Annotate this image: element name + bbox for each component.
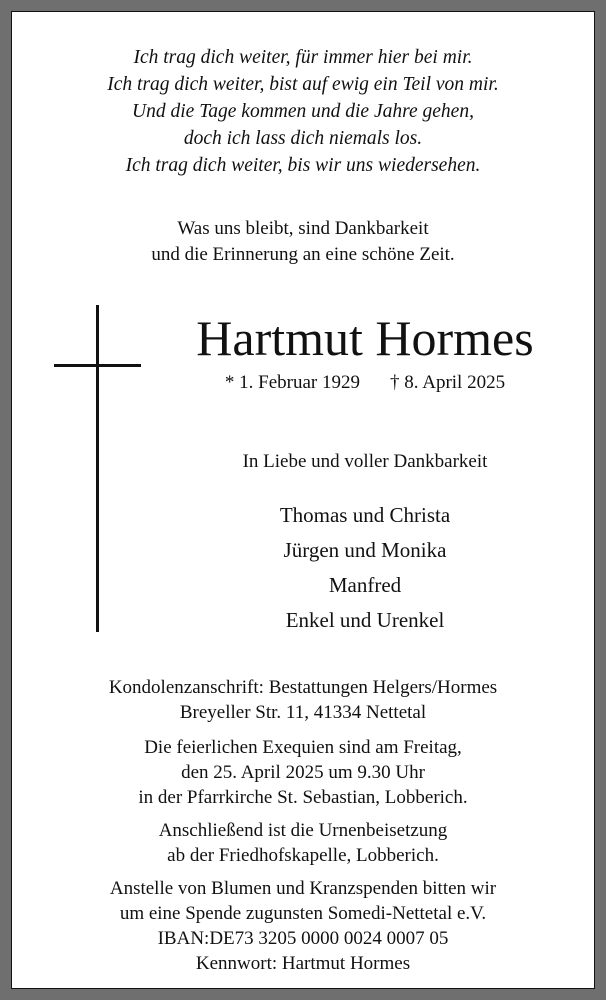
gratitude-line: und die Erinnerung an eine schöne Zeit. — [151, 244, 455, 265]
cross-icon-bar — [54, 364, 141, 367]
mourner-name: Manfred — [328, 573, 402, 597]
donation-iban: IBAN:DE73 3205 0000 0024 0007 05 — [157, 928, 449, 949]
donation-keyword: Kennwort: Hartmut Hormes — [195, 953, 411, 974]
poem — [0, 44, 606, 179]
mourners-list — [160, 498, 570, 638]
gratitude-line: Was uns bleibt, sind Dankbarkeit — [177, 218, 429, 239]
gratitude-verse — [0, 216, 606, 268]
service-line: Die feierlichen Exequien sind am Freitag, — [144, 737, 462, 758]
life-dates — [160, 370, 570, 396]
mourner-name: Thomas und Christa — [279, 503, 451, 527]
urn-burial-details — [0, 818, 606, 868]
donation-line: um eine Spende zugunsten Somedi-Nettetal e.V. — [119, 903, 487, 924]
cross-icon — [96, 305, 99, 632]
poem-line: Und die Tage kommen und die Jahre gehen, — [132, 101, 474, 122]
poem-line: Ich trag dich weiter, bist auf ewig ein Teil von mir. — [107, 74, 499, 95]
service-details — [0, 735, 606, 810]
urn-line: ab der Friedhofskapelle, Lobberich. — [167, 845, 439, 866]
poem-line: Ich trag dich weiter, bis wir uns wiedersehen. — [125, 155, 481, 176]
condolence-line: Kondolenzanschrift: Bestattungen Helgers/Hormes — [108, 677, 498, 698]
mourner-name: Enkel und Urenkel — [285, 608, 445, 632]
condolence-line: Breyeller Str. 11, 41334 Nettetal — [179, 702, 427, 723]
condolence-address — [0, 675, 606, 725]
birth-date: * 1. Februar 1929 — [224, 372, 361, 393]
mourner-name: Jürgen und Monika — [283, 538, 447, 562]
donation-details — [0, 876, 606, 976]
poem-line: Ich trag dich weiter, für immer hier bei mir. — [133, 47, 473, 68]
mourners-intro: In Liebe und voller Dankbarkeit — [242, 451, 488, 472]
donation-line: Anstelle von Blumen und Kranzspenden bitten wir — [109, 878, 497, 899]
poem-line: doch ich lass dich niemals los. — [183, 128, 423, 149]
death-date: † 8. April 2025 — [390, 372, 506, 393]
urn-line: Anschließend ist die Urnenbeisetzung — [158, 820, 448, 841]
deceased-name: Hartmut Hormes — [196, 310, 534, 366]
service-line: in der Pfarrkirche St. Sebastian, Lobberich. — [138, 787, 468, 808]
service-line: den 25. April 2025 um 9.30 Uhr — [181, 762, 425, 783]
